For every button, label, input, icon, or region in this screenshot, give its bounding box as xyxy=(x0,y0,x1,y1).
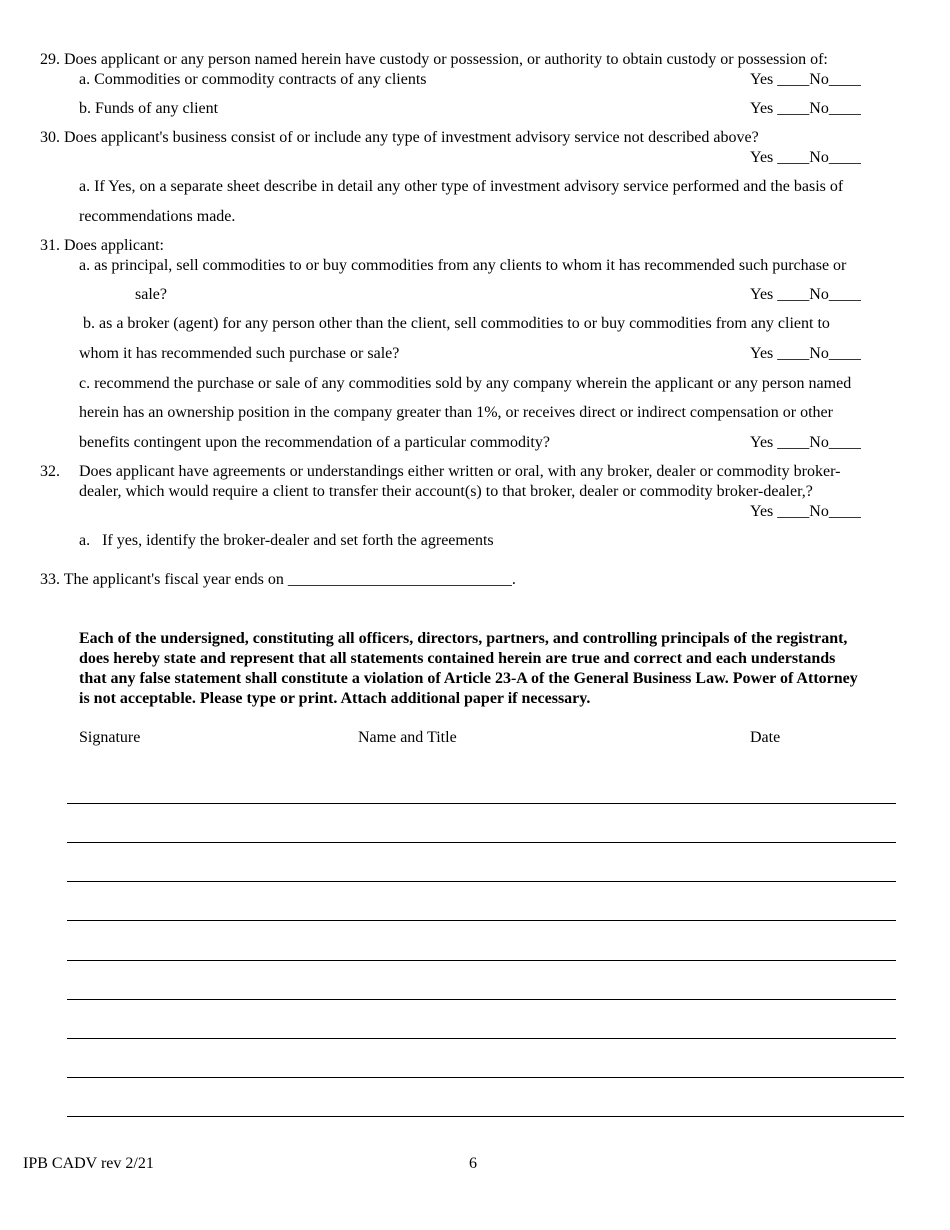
q29-b-yes-no[interactable]: Yes ____No____ xyxy=(750,100,861,117)
q30-text: 30. Does applicant's business consist of or include any type of investment advisory service not described above? xyxy=(40,129,759,146)
name-title-header: Name and Title xyxy=(358,729,457,746)
signature-line[interactable] xyxy=(67,881,896,882)
q32-yes-no[interactable]: Yes ____No____ xyxy=(750,503,861,520)
form-id: IPB CADV rev 2/21 xyxy=(23,1155,154,1172)
attestation-line1: Each of the undersigned, constituting all officers, directors, partners, and controlling principals of the registrant, xyxy=(79,630,848,647)
signature-header: Signature xyxy=(79,729,141,746)
q31-c-line3: benefits contingent upon the recommendation of a particular commodity? xyxy=(79,434,550,451)
attestation-line2: does hereby state and represent that all statements contained herein are true and correct and each understands xyxy=(79,650,836,667)
q31-c-yes-no[interactable]: Yes ____No____ xyxy=(750,434,861,451)
q31-a-line2: sale? xyxy=(135,286,167,303)
q31-b-line2: whom it has recommended such purchase or sale? xyxy=(79,345,400,362)
q30-a-line2: recommendations made. xyxy=(79,208,236,225)
attestation-line3: that any false statement shall constitute a violation of Article 23-A of the General Business Law. Power of Attorney xyxy=(79,670,858,687)
date-header: Date xyxy=(750,729,781,746)
q31-b-yes-no[interactable]: Yes ____No____ xyxy=(750,345,861,362)
q30-yes-no[interactable]: Yes ____No____ xyxy=(750,149,861,166)
q32-line2: dealer, which would require a client to transfer their account(s) to that broker, dealer or commodity broker-dealer,? xyxy=(79,483,813,500)
q29-text: 29. Does applicant or any person named herein have custody or possession, or authority to obtain custody or possession of: xyxy=(40,51,828,68)
q31-text: 31. Does applicant: xyxy=(40,237,164,254)
attestation-line4: is not acceptable. Please type or print. Attach additional paper if necessary. xyxy=(79,690,591,707)
signature-line[interactable] xyxy=(67,1038,896,1039)
page-number: 6 xyxy=(469,1155,477,1172)
q32-number: 32. xyxy=(40,463,60,480)
q32-a-text: a. If yes, identify the broker-dealer and set forth the agreements xyxy=(79,532,494,549)
signature-line[interactable] xyxy=(67,1116,904,1117)
signature-line[interactable] xyxy=(67,920,896,921)
q30-a-line1: a. If Yes, on a separate sheet describe in detail any other type of investment advisory service performed and the basis of xyxy=(79,178,844,195)
q31-c-line2: herein has an ownership position in the company greater than 1%, or receives direct or indirect compensation or other xyxy=(79,404,833,421)
signature-line[interactable] xyxy=(67,1077,904,1078)
signature-line[interactable] xyxy=(67,842,896,843)
q29-b-text: b. Funds of any client xyxy=(79,100,219,117)
signature-line[interactable] xyxy=(67,999,896,1000)
signature-line[interactable] xyxy=(67,960,896,961)
q29-a-yes-no[interactable]: Yes ____No____ xyxy=(750,71,861,88)
signature-line[interactable] xyxy=(67,803,896,804)
q31-a-line1: a. as principal, sell commodities to or buy commodities from any clients to whom it has recommended such purchase or xyxy=(79,257,847,274)
q31-a-yes-no[interactable]: Yes ____No____ xyxy=(750,286,861,303)
q31-b-line1: b. as a broker (agent) for any person other than the client, sell commodities to or buy commodities from any client to xyxy=(79,315,830,332)
q32-line1: Does applicant have agreements or understandings either written or oral, with any broker, dealer or commodity broker- xyxy=(79,463,841,480)
q33-fiscal-year-field[interactable]: 33. The applicant's fiscal year ends on ____________________________. xyxy=(40,571,516,588)
q31-c-line1: c. recommend the purchase or sale of any commodities sold by any company wherein the applicant or any person named xyxy=(79,375,852,392)
q29-a-text: a. Commodities or commodity contracts of any clients xyxy=(79,71,427,88)
